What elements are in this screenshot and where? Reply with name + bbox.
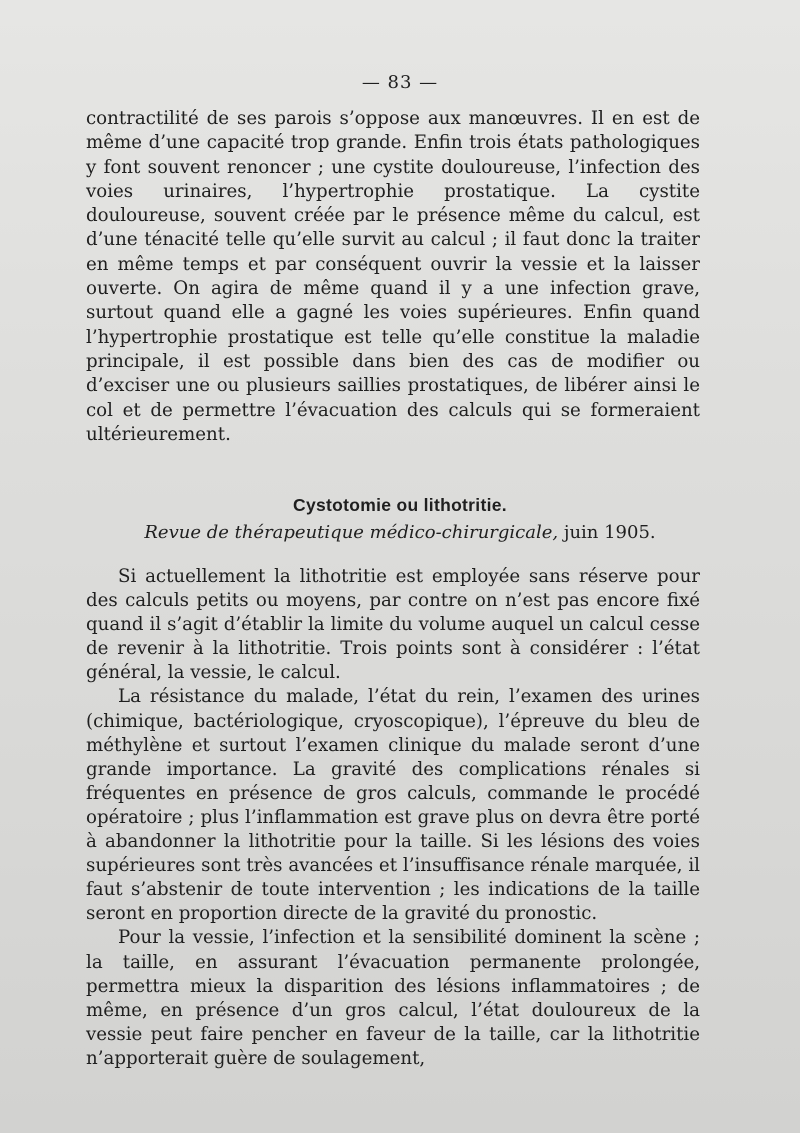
citation-date: juin 1905.	[563, 522, 656, 543]
paragraph: La résistance du malade, l’état du rein, l’examen des urines (chimique, bactériologique, cryoscopique), l’épreuve du bleu de méthylène et surtout l’examen clinique du malade seront d’une grande importance. La gravité des complications rénales si fréquentes en présence de gros calculs, commande le procédé opératoire ; plus l’inflammation est grave plus on devra être porté à abandonner la lithotritie pour la taille. Si les lésions des voies supérieures sont très avancées et l’insuffisance rénale marquée, il faut s’abstenir de toute intervention ; les indications de la taille seront en proportion directe de la gravité du pronostic.	[86, 686, 700, 925]
top-text-block	[86, 107, 700, 447]
section-title: Cystotomie ou lithotritie.	[293, 495, 507, 515]
paragraph: Pour la vessie, l’infection et la sensibilité dominent la scène ; la taille, en assurant l’évacuation permanente prolongée, permettra mieux la disparition des lésions inflammatoires ; de même, en présence d’un gros calcul, l’état douloureux de la vessie peut faire pencher en faveur de la taille, car la lithotritie n’apporterait guère de soulagement,	[86, 927, 700, 1069]
paragraph: Si actuellement la lithotritie est employée sans réserve pour des calculs petits ou moyens, par contre on n’est pas encore fixé quand il s’agit d’établir la limite du volume auquel un calcul cesse de revenir à la lithotritie. Trois points sont à considérer : l’état général, la vessie, le calcul.	[86, 566, 700, 684]
citation	[0, 522, 800, 543]
citation-journal: Revue de thérapeutique médico-chirurgicale,	[144, 522, 559, 543]
body-text-block	[86, 565, 700, 1071]
page-number: — 83 —	[361, 72, 439, 93]
paragraph: contractilité de ses parois s’oppose aux manœuvres. Il en est de même d’une capacité trop grande. Enfin trois états pathologiques y font souvent renoncer ; une cystite douloureuse, l’infection des voies urinaires, l’hypertrophie prostatique. La cystite douloureuse, souvent créée par le présence même du calcul, est d’une ténacité telle qu’elle survit au calcul ; il faut donc la traiter en même temps et par conséquent ouvrir la vessie et la laisser ouverte. On agira de même quand il y a une infection grave, surtout quand elle a gagné les voies supérieures. Enfin quand l’hypertrophie prostatique est telle qu’elle constitue la maladie principale, il est possible dans bien des cas de modifier ou d’exciser une ou plusieurs saillies prostatiques, de libérer ainsi le col et de permettre l’évacuation des calculs qui se formeraient ultérieurement.	[86, 108, 700, 445]
